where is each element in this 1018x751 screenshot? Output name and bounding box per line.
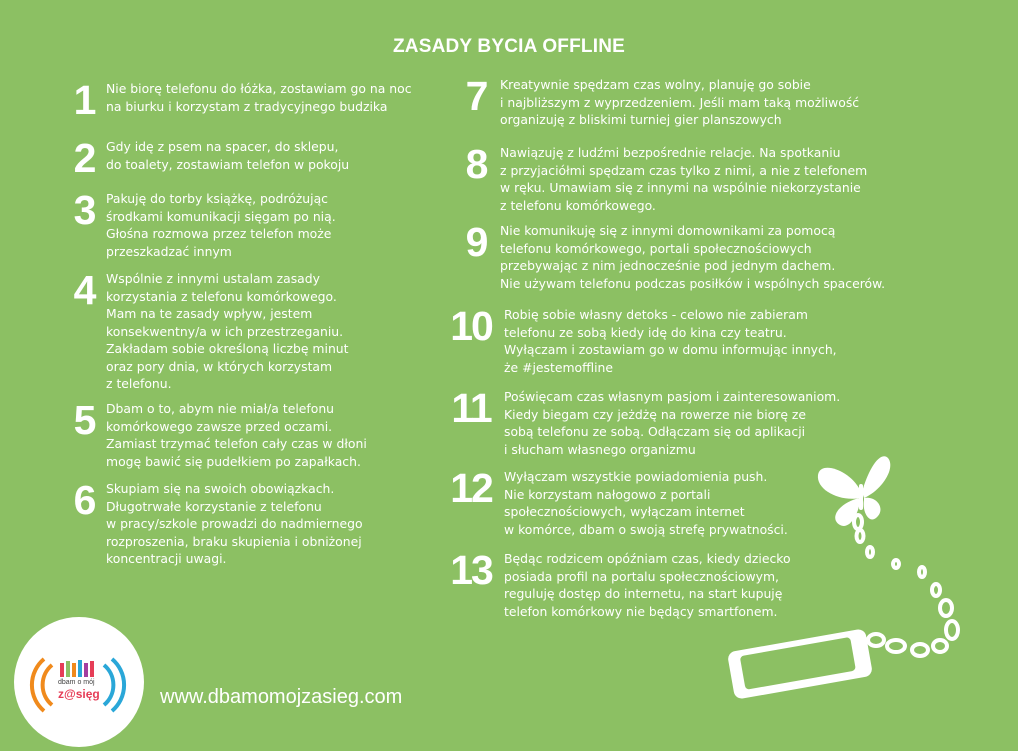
rule-number: 1: [73, 77, 97, 123]
rule-text: Gdy idę z psem na spacer, do sklepu, do toalety, zostawiam telefon w pokoju: [106, 139, 350, 172]
page-title: ZASADY BYCIA OFFLINE: [392, 36, 625, 57]
rule-number: 13: [450, 547, 492, 593]
rule-text: Dbam o to, abym nie miał/a telefonu komórkowego zawsze przed oczami. Zamiast trzymać telefon cały czas w dłoni mogę bawić się pudełkiem po zapałkach.: [106, 401, 367, 469]
rule-item: [70, 187, 336, 260]
rule-number: 3: [73, 187, 97, 233]
rule-text: Wspólnie z innymi ustalam zasady korzystania z telefonu komórkowego. Mam na te zasady wpływ, jestem konsekwentny/a w ich przestrzeganiu. Zakładam sobie określoną liczbę minut oraz pory dnia, w których korzystam z telefonu.: [106, 271, 349, 391]
rule-number: 6: [73, 477, 97, 523]
rule-number: 4: [73, 267, 97, 313]
logo[interactable]: [14, 617, 144, 747]
rule-text: Nie biorę telefonu do łóżka, zostawiam go na noc na biurku i korzystam z tradycyjnego budzika: [106, 81, 412, 114]
rule-text: Robię sobie własny detoks - celowo nie zabieram telefonu ze sobą kiedy idę do kina czy teatru. Wyłączam i zostawiam go w domu informując innych, że #jestemoffline: [504, 307, 837, 375]
rule-item: [462, 219, 886, 292]
rule-text: Skupiam się na swoich obowiązkach. Długotrwałe korzystanie z telefonu w pracy/szkole prowadzi do nadmiernego rozproszenia, braku skupienia i obniżonej koncentracji uwagi.: [106, 481, 363, 566]
rule-number: 7: [465, 73, 489, 119]
rule-item: [462, 73, 860, 129]
rule-text: Pakuję do torby książkę, podróżując środkami komunikacji sięgam po nią. Głośna rozmowa przez telefon może przeszkadzać innym: [106, 191, 336, 259]
rule-number: 11: [451, 385, 491, 431]
rule-item: [70, 135, 350, 181]
rule-number: 9: [465, 219, 489, 265]
phone-icon: [727, 628, 873, 700]
rule-item: [70, 267, 349, 393]
rule-number: 8: [465, 141, 489, 187]
chain-icon: [854, 515, 958, 656]
rule-text: Poświęcam czas własnym pasjom i zainteresowaniom. Kiedy biegam czy jeżdżę na rowerze nie biorę ze sobą telefonu ze sobą. Odłączam się od aplikacji i słucham własnego organizmu: [504, 389, 841, 457]
rule-text: Wyłączam wszystkie powiadomienia push. Nie korzystam nałogowo z portali społecznościowych, wyłączam internet w komórce, dbam o swoją strefę prywatności.: [504, 469, 788, 537]
rule-number: 10: [450, 303, 492, 349]
rule-text: Kreatywnie spędzam czas wolny, planuję go sobie i najbliższym z wyprzedzeniem. Jeśli mam taką możliwość organizuję z bliskimi turniej gier planszowych: [500, 77, 860, 127]
rule-item: [446, 303, 837, 376]
logo-text-line1: dbam o mój: [58, 679, 95, 686]
rule-text: Nie komunikuję się z innymi domownikami za pomocą telefonu komórkowego, portali społecznościowych przebywając z nim jednocześnie pod jednym dachem. Nie używam telefonu podczas posiłków i wspólnych spacerów.: [500, 223, 886, 291]
rule-number: 2: [73, 135, 97, 181]
rule-item: [70, 477, 363, 568]
butterfly-chain-phone-illustration: [700, 440, 1000, 700]
rule-number: 12: [450, 465, 492, 511]
rule-text: Nawiązuję z ludźmi bezpośrednie relacje. Na spotkaniu z przyjaciółmi spędzam czas tylko z nimi, a nie z telefonem w ręku. Umawiam się z innymi na wspólnie niekorzystanie z telefonu komórkowego.: [500, 145, 868, 213]
rule-text: Będąc rodzicem opóźniam czas, kiedy dziecko posiada profil na portalu społecznościowym, reguluję dostęp do internetu, na start kupuję telefon komórkowy nie będący smartfonem.: [504, 551, 791, 619]
rule-item: [462, 141, 868, 214]
rule-number: 5: [73, 397, 97, 443]
rule-item: [70, 77, 412, 123]
logo-text-line2: z@sięg: [58, 687, 100, 701]
website-link[interactable]: www.dbamomojzasieg.com: [160, 686, 403, 708]
rule-item: [70, 397, 367, 470]
